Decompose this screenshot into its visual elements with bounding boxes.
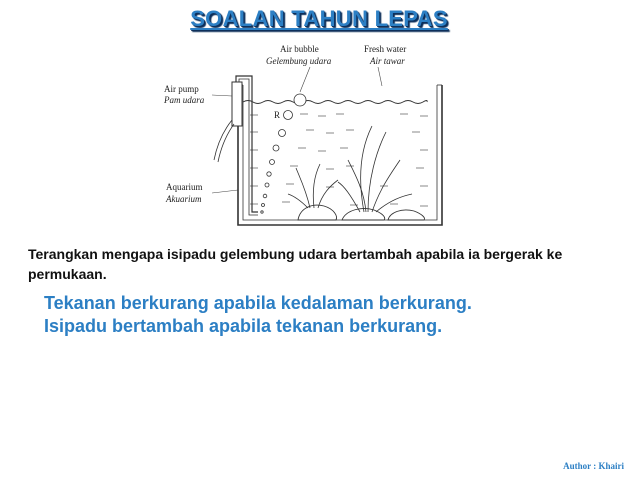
- author-credit: Author : Khairi: [563, 461, 624, 471]
- question-text: Terangkan mengapa isipadu gelembung udara bertambah apabila ia bergerak ke permukaan.: [28, 246, 563, 282]
- label-fresh-water-en: Fresh water: [364, 44, 407, 54]
- aquarium-diagram: [150, 40, 450, 235]
- label-air-bubble-ms: Gelembung udara: [266, 56, 332, 66]
- label-air-pump-en: Air pump: [164, 84, 199, 94]
- label-point-r: R: [274, 110, 281, 120]
- label-aquarium-en: Aquarium: [166, 182, 203, 192]
- label-air-pump-ms: Pam udara: [164, 95, 205, 105]
- answer-line-1: Tekanan berkurang apabila kedalaman berkurang.: [44, 293, 472, 313]
- answer-block: [44, 292, 624, 338]
- label-fresh-water-ms: Air tawar: [370, 56, 405, 66]
- slide-title: SOALAN TAHUN LEPAS: [190, 6, 448, 31]
- answer-line-2: Isipadu bertambah apabila tekanan berkurang.: [44, 316, 443, 336]
- label-air-bubble-en: Air bubble: [280, 44, 319, 54]
- label-aquarium-ms: Akuarium: [166, 194, 202, 204]
